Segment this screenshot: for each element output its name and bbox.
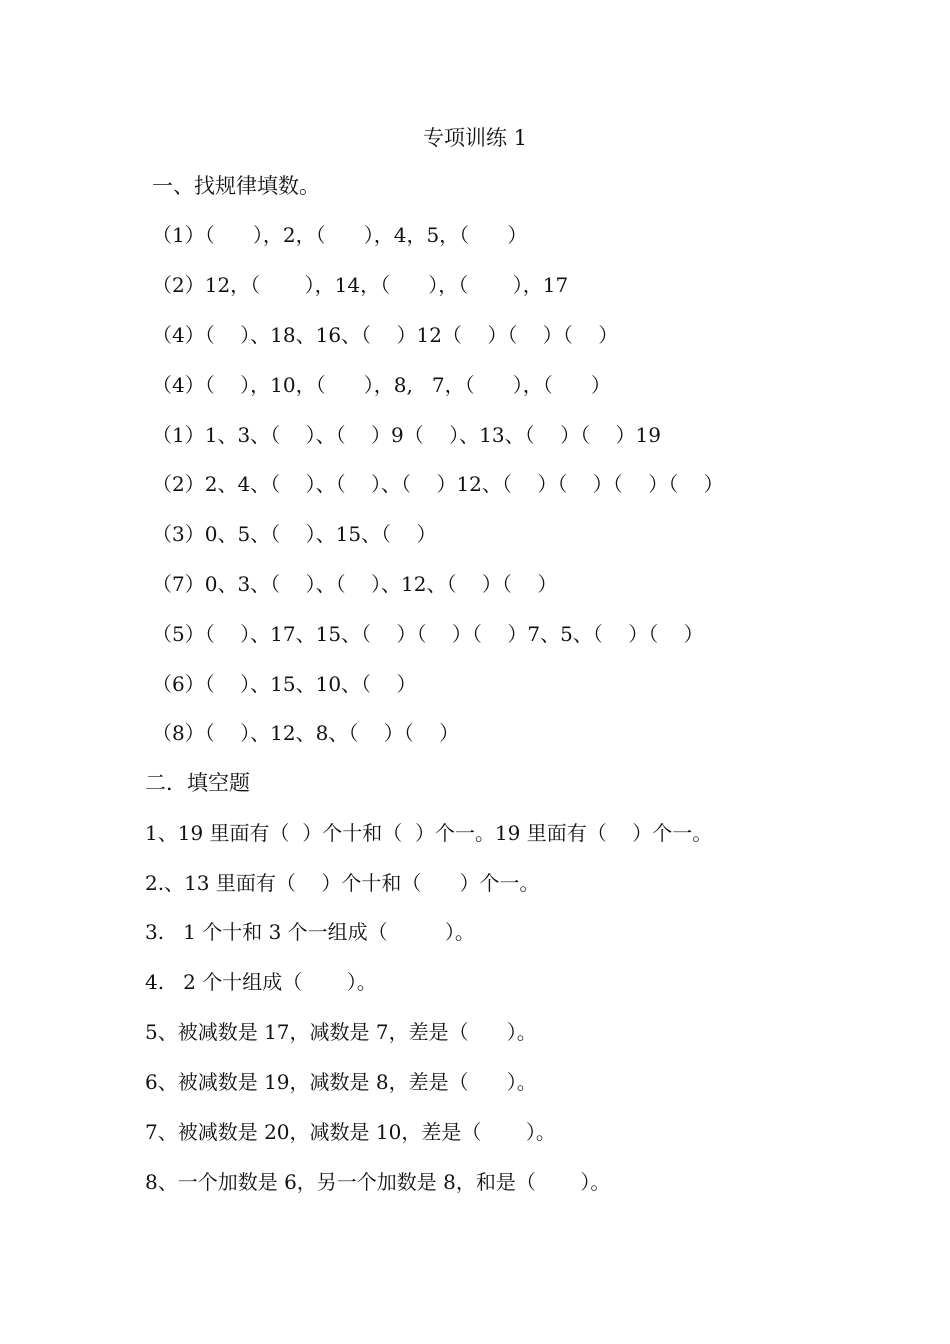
pattern-item: （5）（ ）、17、15、（ ）（ ）（ ）7、5、（ ）（ ）: [152, 622, 704, 646]
pattern-item: （1）1、3、（ ）、（ ）9（ ）、13、（ ）（ ）19: [152, 423, 661, 447]
fill-blank-item: 3. 1 个十和 3 个一组成（ ）。: [145, 920, 475, 944]
fill-blank-item: 8、一个加数是 6，另一个加数是 8，和是（ ）。: [145, 1170, 611, 1194]
section-heading-pattern: 一、找规律填数。: [152, 174, 320, 198]
pattern-item: （8）（ ）、12、8、（ ）（ ）: [152, 721, 460, 745]
pattern-item: （4）（ ），10，（ ），8, 7，（ ），（ ）: [152, 373, 611, 397]
fill-blank-item: 2.、13 里面有（ ）个十和（ ）个一。: [145, 871, 540, 895]
page-title: 专项训练 1: [422, 126, 528, 150]
fill-blank-item: 1、19 里面有（ ）个十和（ ）个一。19 里面有（ ）个一。: [145, 821, 713, 845]
fill-blank-item: 7、被减数是 20，减数是 10，差是（ ）。: [145, 1120, 556, 1144]
pattern-item: （4）（ ）、18、16、（ ）12（ ）（ ）（ ）: [152, 323, 619, 347]
pattern-item: （3）0、5、（ ）、15、（ ）: [152, 522, 437, 546]
fill-blank-item: 5、被减数是 17，减数是 7，差是（ ）。: [145, 1020, 537, 1044]
fill-blank-item: 4. 2 个十组成（ ）。: [145, 970, 377, 994]
section-heading-fill-blank: 二．填空题: [145, 771, 250, 795]
pattern-item: （1）（ ），2，（ ），4，5，（ ）: [152, 223, 528, 247]
pattern-item: （7）0、3、（ ）、（ ）、12、（ ）（ ）: [152, 572, 558, 596]
pattern-item: （6）（ ）、15、10、（ ）: [152, 672, 417, 696]
pattern-item: （2）12，（ ），14，（ ），（ ），17: [152, 273, 569, 297]
fill-blank-item: 6、被减数是 19，减数是 8，差是（ ）。: [145, 1070, 537, 1094]
pattern-item: （2）2、4、（ ）、（ ）、（ ）12、（ ）（ ）（ ）（ ）: [152, 472, 724, 496]
